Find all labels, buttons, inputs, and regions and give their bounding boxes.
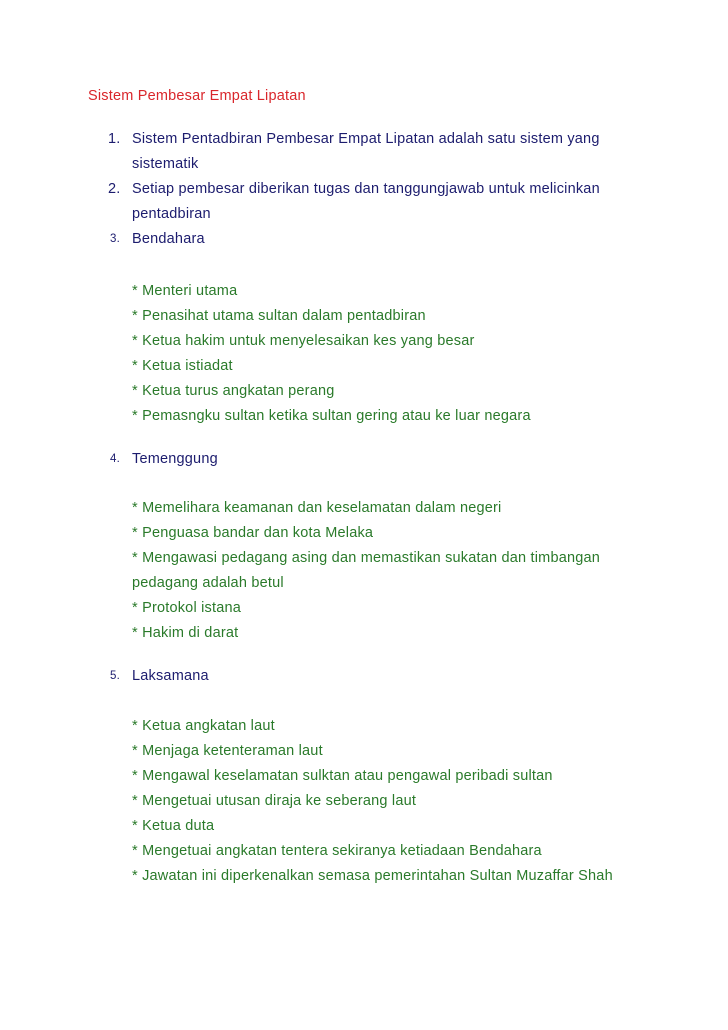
bullet-point: * Protokol istana bbox=[132, 600, 241, 616]
bullet-point: * Mengetuai utusan diraja ke seberang laut bbox=[132, 793, 417, 809]
bullet-point: * Ketua istiadat bbox=[132, 358, 233, 374]
document-title: Sistem Pembesar Empat Lipatan bbox=[88, 88, 306, 104]
list-number: 5. bbox=[110, 670, 120, 682]
list-number: 1. bbox=[108, 131, 121, 147]
section-heading: Laksamana bbox=[132, 668, 209, 684]
bullet-point: * Penasihat utama sultan dalam pentadbiran bbox=[132, 308, 426, 324]
list-item-text: sistematik bbox=[132, 156, 199, 172]
section-heading: Temenggung bbox=[132, 451, 218, 467]
bullet-point: * Menjaga ketenteraman laut bbox=[132, 743, 323, 759]
bullet-point: * Mengetuai angkatan tentera sekiranya ketiadaan Bendahara bbox=[132, 843, 542, 859]
list-item-text: Setiap pembesar diberikan tugas dan tanggungjawab untuk melicinkan bbox=[132, 181, 600, 197]
list-number: 2. bbox=[108, 181, 121, 197]
bullet-point: * Penguasa bandar dan kota Melaka bbox=[132, 525, 374, 541]
bullet-point: * Mengawal keselamatan sulktan atau pengawal peribadi sultan bbox=[132, 768, 553, 784]
section-heading: Bendahara bbox=[132, 231, 205, 247]
bullet-point: * Memelihara keamanan dan keselamatan dalam negeri bbox=[132, 500, 502, 516]
list-number: 3. bbox=[110, 233, 120, 245]
list-number: 4. bbox=[110, 453, 120, 465]
bullet-point: * Ketua angkatan laut bbox=[132, 718, 275, 734]
bullet-point: * Ketua turus angkatan perang bbox=[132, 383, 335, 399]
bullet-point: * Mengawasi pedagang asing dan memastikan sukatan dan timbangan bbox=[132, 550, 601, 566]
bullet-point: * Pemasngku sultan ketika sultan gering atau ke luar negara bbox=[132, 408, 531, 424]
bullet-point: * Hakim di darat bbox=[132, 625, 239, 641]
bullet-point: * Menteri utama bbox=[132, 283, 238, 299]
bullet-point: * Ketua duta bbox=[132, 818, 215, 834]
bullet-point: pedagang adalah betul bbox=[132, 575, 284, 591]
bullet-point: * Jawatan ini diperkenalkan semasa pemerintahan Sultan Muzaffar Shah bbox=[132, 868, 613, 884]
list-item-text: Sistem Pentadbiran Pembesar Empat Lipatan adalah satu sistem yang bbox=[132, 131, 600, 147]
bullet-point: * Ketua hakim untuk menyelesaikan kes yang besar bbox=[132, 333, 475, 349]
list-item-text: pentadbiran bbox=[132, 206, 211, 222]
